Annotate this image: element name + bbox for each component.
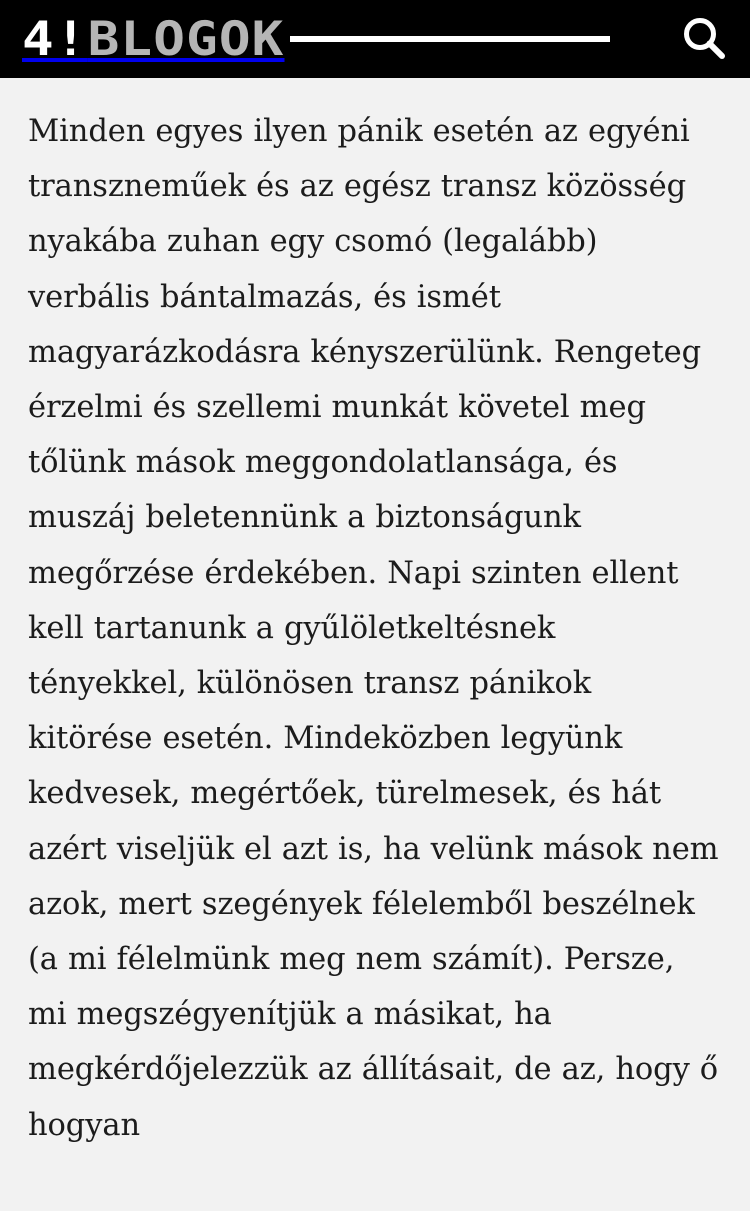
site-header [0, 0, 750, 78]
site-logo[interactable] [22, 11, 285, 67]
search-icon [680, 14, 728, 65]
header-divider-rule [290, 36, 610, 42]
site-logo-name: BLOGOK [87, 11, 285, 67]
site-logo-text [22, 11, 285, 67]
site-logo-prefix: 4! [22, 11, 88, 67]
article-paragraph: Minden egyes ilyen pánik esetén az egyéni transzneműek és az egész transz közösség nyakába zuhan egy csomó (legalább) verbális bántalmazás, és ismét magyarázkodásra kényszerülünk. Rengeteg érzelmi és szellemi munkát követel meg tőlünk mások meggondolatlansága, és muszáj beletennünk a biztonságunk megőrzése érdekében. Napi szinten ellent kell tartanunk a gyűlöletkeltésnek tényekkel, különösen transz pánikok kitörése esetén. Mindeközben legyünk kedvesek, megértőek, türelmesek, és hát azért viseljük el azt is, ha velünk mások nem azok, mert szegények félelemből beszélnek (a mi félelmünk meg nem számít). Persze, mi megszégyenítjük a másikat, ha megkérdőjelezzük az állításait, de az, hogy ő hogyan [28, 114, 719, 1143]
search-button[interactable] [676, 11, 732, 67]
article-body [0, 78, 750, 1153]
